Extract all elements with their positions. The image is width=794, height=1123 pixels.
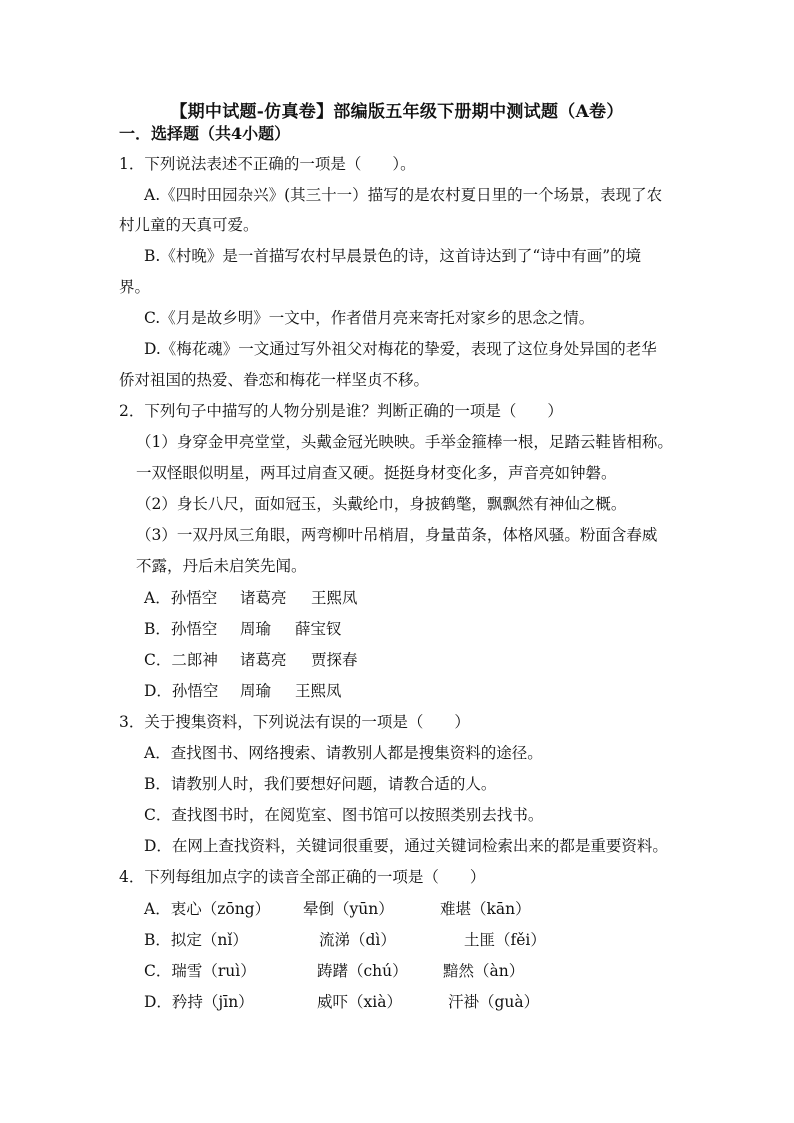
option-item: 威吓（xià） [317, 993, 402, 1011]
question-3-stem: 3．关于搜集资料，下列说法有误的一项是（ ） [119, 713, 470, 731]
option-label: A．孙悟空 [144, 589, 218, 607]
option-label: B．孙悟空 [144, 620, 218, 638]
question-1-option-b-cont: 界。 [119, 278, 151, 296]
question-1-option-d: D.《梅花魂》一文通过写外祖父对梅花的挚爱，表现了这位身处异国的老华 [144, 340, 657, 358]
question-1-option-b: B.《村晚》是一首描写农村早晨景色的诗，这首诗达到了“诗中有画”的境 [144, 247, 642, 265]
exam-title: 【期中试题-仿真卷】部编版五年级下册期中测试题（A卷） [170, 102, 624, 122]
question-1-option-c: C.《月是故乡明》一文中，作者借月亮来寄托对家乡的思念之情。 [144, 309, 595, 327]
question-2-passage-2: （2）身长八尺，面如冠玉，头戴纶巾，身披鹤氅，飘飘然有神仙之概。 [136, 495, 627, 513]
option-label: B．拟定（nǐ） [144, 931, 248, 949]
option-item: 诸葛亮 [240, 589, 287, 607]
option-item: 土匪（fěi） [464, 931, 546, 949]
question-1-option-a: A.《四时田园杂兴》(其三十一）描写的是农村夏日里的一个场景，表现了农 [144, 186, 663, 204]
option-item: 流涕（dì） [319, 931, 396, 949]
question-2-stem: 2．下列句子中描写的人物分别是谁？判断正确的一项是（ ） [119, 402, 563, 420]
option-item: 汗褂（guà） [448, 993, 540, 1011]
question-1-stem: 1．下列说法表述不正确的一项是（ ）。 [119, 155, 416, 173]
question-4-stem: 4．下列每组加点字的读音全部正确的一项是（ ） [119, 868, 486, 886]
question-2-passage-3: （3）一双丹凤三角眼，两弯柳叶吊梢眉，身量苗条，体格风骚。粉面含春威 [136, 526, 658, 544]
question-3-option-c: C．查找图书时，在阅览室、图书馆可以按照类别去找书。 [144, 806, 544, 824]
option-item: 黯然（àn） [443, 962, 525, 980]
option-item: 周瑜 [240, 682, 272, 700]
question-3-option-b: B．请教别人时，我们要想好问题，请教合适的人。 [144, 775, 497, 793]
question-1-option-a-cont: 村儿童的天真可爱。 [119, 216, 259, 234]
option-label: C．瑞雪（ruì） [144, 962, 256, 980]
option-item: 诸葛亮 [240, 651, 287, 669]
question-3-option-d: D．在网上查找资料，关键词很重要，通过关键词检索出来的都是重要资料。 [144, 837, 668, 855]
question-2-passage-1-cont: 一双怪眼似明星，两耳过肩查又硬。挺挺身材变化多，声音亮如钟磐。 [136, 464, 617, 482]
option-item: 王熙凤 [295, 682, 342, 700]
question-1-option-d-cont: 侨对祖国的热爱、眷恋和梅花一样坚贞不移。 [119, 371, 430, 389]
question-3-option-a: A．查找图书、网络搜索、请教别人都是搜集资料的途径。 [144, 744, 543, 762]
question-2-passage-1: （1）身穿金甲亮堂堂，头戴金冠光映映。手举金箍棒一根，足踏云鞋皆相称。 [136, 433, 673, 451]
section-heading: 一．选择题（共4小题） [119, 124, 291, 143]
option-label: A．衷心（zōng） [144, 900, 271, 918]
option-label: D．孙悟空 [144, 682, 219, 700]
option-item: 难堪（kān） [440, 900, 531, 918]
option-label: D．矜持（jīn） [144, 993, 254, 1011]
question-2-passage-3-cont: 不露，丹后未启笑先闻。 [136, 557, 307, 575]
option-item: 贾探春 [311, 651, 358, 669]
option-item: 周瑜 [240, 620, 272, 638]
option-item: 晕倒（yūn） [303, 900, 394, 918]
option-label: C．二郎神 [144, 651, 218, 669]
option-item: 王熙凤 [311, 589, 358, 607]
option-item: 薛宝钗 [295, 620, 342, 638]
option-item: 踌躇（chú） [317, 962, 408, 980]
